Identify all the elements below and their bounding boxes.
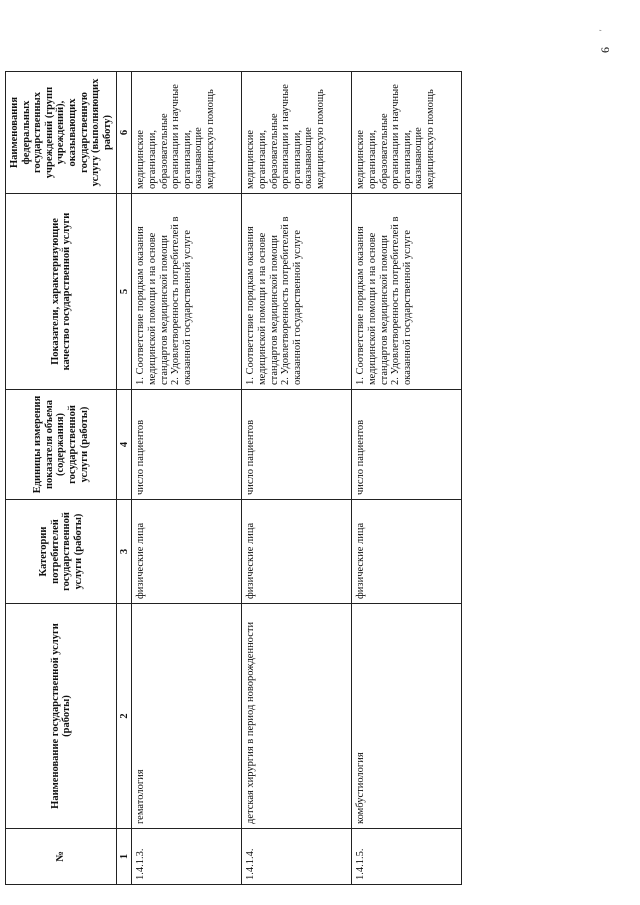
- services-table: [5, 71, 462, 885]
- header-institutions: Наименования федеральных государственных учреждений (групп учреждений), оказывающих государственную услугу (выполняющих работу): [6, 72, 117, 194]
- consumer-category: физические лица: [132, 500, 242, 604]
- quality-indicator-2: 2. Удовлетворенность потребителей в оказанной государственной услуге: [170, 216, 193, 385]
- column-number: 2: [117, 604, 132, 829]
- service-name: гематология: [132, 604, 242, 829]
- column-number: 3: [117, 500, 132, 604]
- table-row: [132, 72, 242, 885]
- page-number: 6: [598, 47, 612, 53]
- institutions: медицинские организации, образовательные организации и научные организации, оказывающие медицинскую помощь: [242, 72, 352, 194]
- header-number: №: [6, 829, 117, 885]
- column-number: 1: [117, 829, 132, 885]
- institutions: медицинские организации, образовательные организации и научные организации, оказывающие медицинскую помощь: [352, 72, 462, 194]
- institutions: медицинские организации, образовательные организации и научные организации, оказывающие медицинскую помощь: [132, 72, 242, 194]
- service-name: детская хирургия в период новорожденности: [242, 604, 352, 829]
- quality-indicator-2: 2. Удовлетворенность потребителей в оказанной государственной услуге: [280, 216, 303, 385]
- row-number: 1.4.1.4.: [242, 829, 352, 885]
- quality-indicators: [242, 194, 352, 390]
- consumer-category: физические лица: [242, 500, 352, 604]
- quality-indicator-1: 1. Соответствие порядкам оказания медицинской помощи и на основе стандартов медицинской помощи: [355, 226, 390, 385]
- column-number: 4: [117, 390, 132, 500]
- table-header-row: [6, 72, 117, 885]
- table-row: [242, 72, 352, 885]
- quality-indicator-1: 1. Соответствие порядкам оказания медицинской помощи и на основе стандартов медицинской помощи: [245, 226, 280, 385]
- header-volume-unit: Единицы измерения показателя объема (содержания) государственной услуги (работы): [6, 390, 117, 500]
- quality-indicator-1: 1. Соответствие порядкам оказания медицинской помощи и на основе стандартов медицинской помощи: [135, 226, 170, 385]
- column-number: 5: [117, 194, 132, 390]
- quality-indicators: [132, 194, 242, 390]
- consumer-category: физические лица: [352, 500, 462, 604]
- column-number: 6: [117, 72, 132, 194]
- stray-mark: ': [598, 29, 607, 31]
- quality-indicator-2: 2. Удовлетворенность потребителей в оказанной государственной услуге: [390, 216, 413, 385]
- row-number: 1.4.1.5.: [352, 829, 462, 885]
- table-row: [352, 72, 462, 885]
- row-number: 1.4.1.3.: [132, 829, 242, 885]
- volume-unit: число пациентов: [352, 390, 462, 500]
- volume-unit: число пациентов: [132, 390, 242, 500]
- header-quality-indicators: Показатели, характеризующие качество государственной услуги: [6, 194, 117, 390]
- service-name: комбустиология: [352, 604, 462, 829]
- header-service-name: Наименование государственной услуги (работы): [6, 604, 117, 829]
- header-consumer-category: Категории потребителей государственной услуги (работы): [6, 500, 117, 604]
- column-number-row: [117, 72, 132, 885]
- quality-indicators: [352, 194, 462, 390]
- volume-unit: число пациентов: [242, 390, 352, 500]
